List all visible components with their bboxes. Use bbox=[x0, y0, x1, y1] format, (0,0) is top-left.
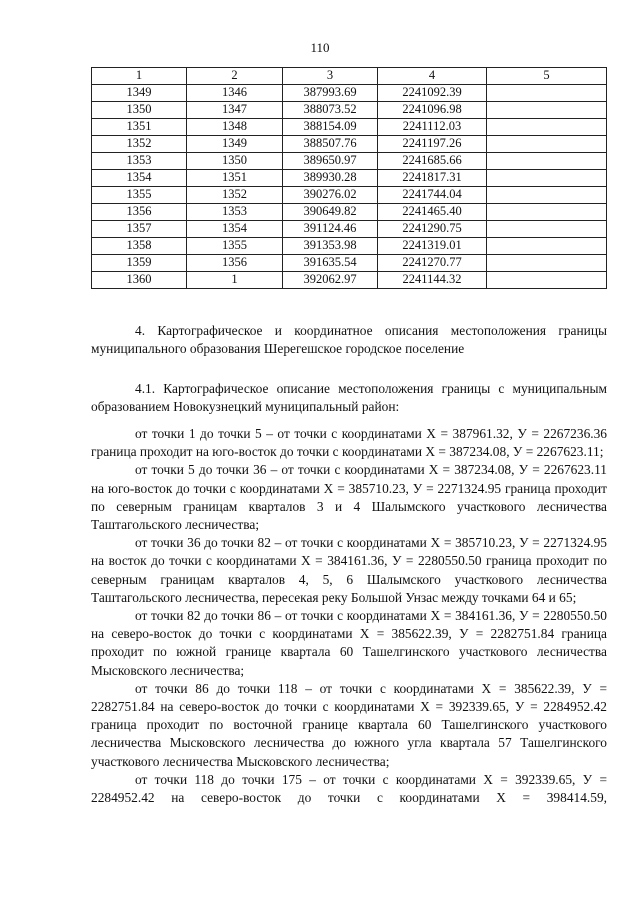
table-cell: 1352 bbox=[187, 187, 283, 204]
table-row bbox=[92, 136, 607, 153]
table-cell: 1356 bbox=[92, 204, 187, 221]
subsection-heading-block bbox=[91, 380, 607, 416]
description-paragraph: от точки 5 до точки 36 – от точки с координатами Х = 387234.08, У = 2267623.11 на юго-восток до точки с координатами Х = 385710.23, У = 2271324.95 граница проходит по северным границам кварталов 3 и 4 Шалымского участкового лесничества Таштагольского лесничества; bbox=[91, 462, 607, 533]
table-cell: 2241744.04 bbox=[378, 187, 487, 204]
table-cell: 2241465.40 bbox=[378, 204, 487, 221]
table-cell bbox=[487, 85, 607, 102]
table-cell: 1349 bbox=[92, 85, 187, 102]
table-cell: 1357 bbox=[92, 221, 187, 238]
column-header: 1 bbox=[92, 68, 187, 85]
column-header: 5 bbox=[487, 68, 607, 85]
table-cell: 1348 bbox=[187, 119, 283, 136]
table-cell bbox=[487, 187, 607, 204]
table-cell: 388154.09 bbox=[283, 119, 378, 136]
table-cell: 1350 bbox=[92, 102, 187, 119]
description-paragraph: от точки 36 до точки 82 – от точки с координатами Х = 385710.23, У = 2271324.95 на восток до точки с координатами Х = 384161.36, У = 2280550.50 граница проходит по северным границам кварталов 4, 5, 6 Шалымского участкового лесничества Таштагольского лесничества, пересекая реку Большой Унзас между точками 64 и 65; bbox=[91, 535, 607, 605]
table-cell: 1358 bbox=[92, 238, 187, 255]
section-heading-block bbox=[91, 322, 607, 358]
table-cell: 391124.46 bbox=[283, 221, 378, 238]
description-paragraph: от точки 82 до точки 86 – от точки с координатами Х = 384161.36, У = 2280550.50 на северо-восток до точки с координатами Х = 385622.39, У = 2282751.84 граница проходит по южной границе квартала 60 Ташелгинского участкового лесничества Мысковского лесничества; bbox=[91, 608, 607, 678]
table-cell: 2241144.32 bbox=[378, 272, 487, 289]
table-cell: 2241319.01 bbox=[378, 238, 487, 255]
table-cell: 1350 bbox=[187, 153, 283, 170]
table-cell: 1352 bbox=[92, 136, 187, 153]
table-header-row bbox=[92, 68, 607, 85]
table-cell: 390276.02 bbox=[283, 187, 378, 204]
table-row bbox=[92, 221, 607, 238]
table-row bbox=[92, 204, 607, 221]
table-cell bbox=[487, 170, 607, 187]
table-cell: 2241112.03 bbox=[378, 119, 487, 136]
table-cell: 388507.76 bbox=[283, 136, 378, 153]
table-cell: 1353 bbox=[187, 204, 283, 221]
subsection-heading: 4.1. Картографическое описание местоположения границы с муниципальным образованием Новокузнецкий муниципальный район: bbox=[91, 381, 607, 415]
table-cell: 1351 bbox=[187, 170, 283, 187]
table-cell: 1346 bbox=[187, 85, 283, 102]
table-cell: 389930.28 bbox=[283, 170, 378, 187]
table-row bbox=[92, 119, 607, 136]
table-cell: 1354 bbox=[187, 221, 283, 238]
column-header: 2 bbox=[187, 68, 283, 85]
section-heading: 4. Картографическое и координатное описания местоположения границы муниципального образования Шерегешское городское поселение bbox=[91, 323, 607, 357]
table-cell bbox=[487, 153, 607, 170]
table-cell: 1347 bbox=[187, 102, 283, 119]
table-cell bbox=[487, 272, 607, 289]
table-cell: 2241685.66 bbox=[378, 153, 487, 170]
table-cell: 392062.97 bbox=[283, 272, 378, 289]
table-cell: 2241092.39 bbox=[378, 85, 487, 102]
description-paragraph: от точки 86 до точки 118 – от точки с координатами Х = 385622.39, У = 2282751.84 на северо-восток до точки с координатами Х = 392339.65, У = 2284952.42 граница проходит по восточной границе квартала 60 Ташелгинского участкового лесничества Мысковского лесничества до южного угла квартала 57 Ташелгинского участкового лесничества Мысковского лесничества; bbox=[91, 680, 607, 769]
table-cell: 1360 bbox=[92, 272, 187, 289]
table-cell: 2241817.31 bbox=[378, 170, 487, 187]
table-cell: 2241096.98 bbox=[378, 102, 487, 119]
table-cell: 2241197.26 bbox=[378, 136, 487, 153]
table-cell: 1354 bbox=[92, 170, 187, 187]
table-cell: 1 bbox=[187, 272, 283, 289]
table-row bbox=[92, 102, 607, 119]
table-cell: 2241270.77 bbox=[378, 255, 487, 272]
table-cell: 1359 bbox=[92, 255, 187, 272]
table-cell bbox=[487, 204, 607, 221]
table-cell: 1351 bbox=[92, 119, 187, 136]
table-cell: 391635.54 bbox=[283, 255, 378, 272]
table-row bbox=[92, 153, 607, 170]
table-cell: 389650.97 bbox=[283, 153, 378, 170]
table-cell: 388073.52 bbox=[283, 102, 378, 119]
table-cell: 2241290.75 bbox=[378, 221, 487, 238]
column-header: 3 bbox=[283, 68, 378, 85]
table-cell: 1353 bbox=[92, 153, 187, 170]
boundary-description bbox=[91, 425, 607, 807]
table-cell: 1355 bbox=[92, 187, 187, 204]
page-number: 110 bbox=[310, 40, 330, 55]
table-cell: 391353.98 bbox=[283, 238, 378, 255]
column-header: 4 bbox=[378, 68, 487, 85]
table-cell: 1349 bbox=[187, 136, 283, 153]
table-cell bbox=[487, 102, 607, 119]
table-row bbox=[92, 238, 607, 255]
table-row bbox=[92, 272, 607, 289]
table-row bbox=[92, 170, 607, 187]
table-cell: 1355 bbox=[187, 238, 283, 255]
table-cell bbox=[487, 119, 607, 136]
coordinates-table bbox=[91, 67, 607, 289]
table-row bbox=[92, 255, 607, 272]
table-cell bbox=[487, 238, 607, 255]
table-cell: 390649.82 bbox=[283, 204, 378, 221]
table-cell: 1356 bbox=[187, 255, 283, 272]
table-cell bbox=[487, 221, 607, 238]
table-cell: 387993.69 bbox=[283, 85, 378, 102]
description-paragraph: от точки 118 до точки 175 – от точки с координатами Х = 392339.65, У = 2284952.42 на северо-восток до точки с координатами Х = 398414.59, bbox=[91, 771, 607, 806]
table-row bbox=[92, 85, 607, 102]
table-row bbox=[92, 187, 607, 204]
description-paragraph: от точки 1 до точки 5 – от точки с координатами Х = 387961.32, У = 2267236.36 граница проходит на юго-восток до точки с координатами Х = 387234.08, У = 2267623.11; bbox=[91, 426, 607, 460]
table-cell bbox=[487, 136, 607, 153]
table-cell bbox=[487, 255, 607, 272]
